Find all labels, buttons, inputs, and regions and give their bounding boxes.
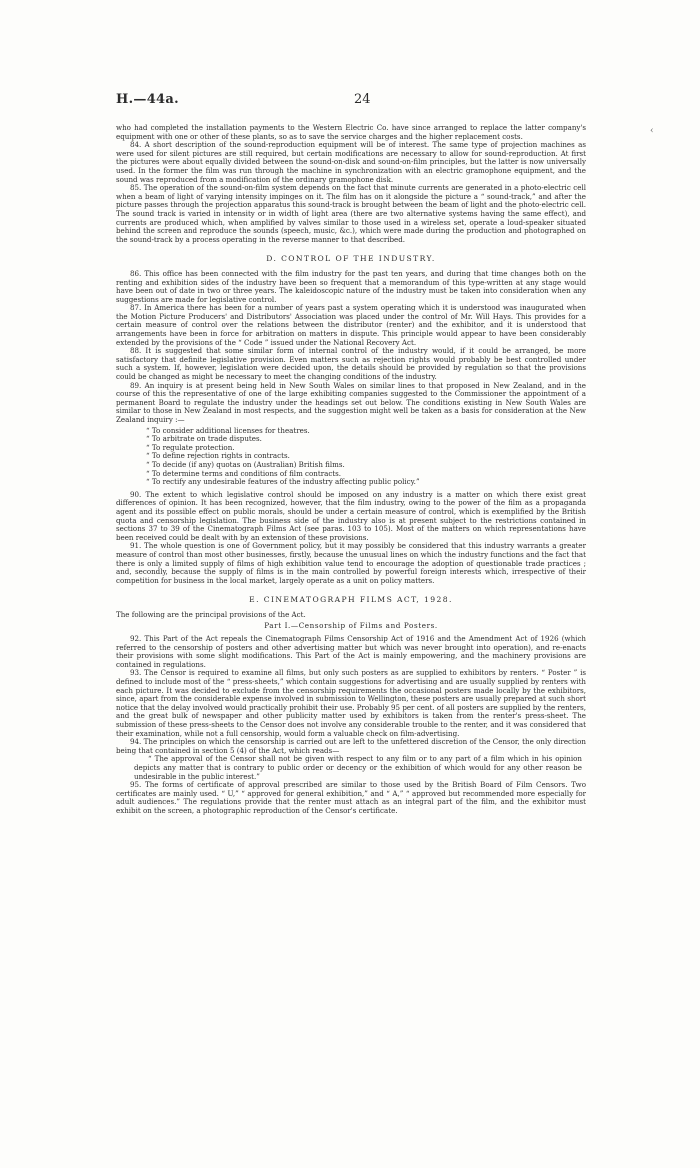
paragraph-93: 93. The Censor is required to examine all films, but only such posters as are supplied to exhibitors by renters. “ Poster ” is defined to include most of the “ press-sheets,” which contain suggestions for advertising and are usually supplied by renters with each picture. It was decided to exclude from the censorship requirements the occasional posters made locally by the exhibitors, since, apart from the considerable expense involved in submission to Wellington, these posters are usually prepared at such short notice that the delay involved would practically prohibit their use. Probably 95 per cent. of all posters are supplied by the renters, and the great bulk of newspaper and other publicity matter used by exhibitors is taken from the renter's press-sheet. The submission of these press-sheets to the Censor does not involve any considerable trouble to the renter, and it was considered that their examination, while not a full censorship, would form a valuable check on film-advertising. bbox=[116, 668, 586, 738]
document-body bbox=[116, 124, 586, 816]
paragraph-continued: who had completed the installation payments to the Western Electric Co. have since arranged to replace the latter company's equipment with one or other of these plants, so as to save the service charges and the higher replacement costs. bbox=[116, 123, 586, 141]
list-item: “ To consider additional licenses for theatres. bbox=[146, 425, 310, 435]
section-heading-d: D. CONTROL OF THE INDUSTRY. bbox=[266, 254, 436, 264]
paragraph-84: 84. A short description of the sound-reproduction equipment will be of interest. The same type of projection machines as were used for silent pictures are still required, but certain modifications are necessary to allow for sound-reproduction. At first the pictures were about equally divided between the sound-on-disk and sound-on-film principles, but the latter is now universally used. In the former the film was run through the machine in synchronization with an electric gramophone equipment, and the sound was reproduced from a modification of the ordinary gramophone disk. bbox=[116, 140, 586, 184]
list-item: “ To rectify any undesirable features of the industry affecting public policy.” bbox=[146, 477, 420, 487]
document-code: H.—44a. bbox=[116, 92, 179, 107]
section-e-intro: The following are the principal provisions of the Act. bbox=[116, 609, 306, 619]
paragraph-92: 92. This Part of the Act repeals the Cinematograph Films Censorship Act of 1916 and the Amendment Act of 1926 (which referred to the censorship of posters and other advertising matter but which was never brought into operation), and re-enacts their provisions with some slight modifications. This Part of the Act is mainly empowering, and the machinery provisions are contained in regulations. bbox=[116, 634, 586, 669]
margin-mark: ‹ bbox=[650, 126, 654, 136]
paragraph-88: 88. It is suggested that some similar form of internal control of the industry would, if it could be arranged, be more satisfactory that definite legislative provision. Even matters such as rejection rights would probably be best controlled under such a system. If, however, legislation were decided upon, the details should be provided by regulation so that the provisions could be changed as might be necessary to meet the changing conditions of the industry. bbox=[116, 346, 586, 382]
paragraph-89: 89. An inquiry is at present being held in New South Wales on similar lines to that proposed in New Zealand, and in the course of this the representative of one of the large exhibiting companies suggested to the Commissioner the appointment of a permanent Board to regulate the industry under the headings set out below. The conditions existing in New South Wales are similar to those in New Zealand in most respects, and the suggestion might well be taken as a basis for consideration at the New Zealand inquiry :— bbox=[116, 380, 586, 424]
section-heading-e: E. CINEMATOGRAPH FILMS ACT, 1928. bbox=[249, 595, 453, 605]
paragraph-87: 87. In America there has been for a number of years past a system operating which it is understood was inaugurated when the Motion Picture Producers' and Distributors' Association was placed under the control of Mr. Will Hays. This provides for a certain measure of control over the relations between the distributor (renter) and the exhibitor, and it is understood that arrangements have been in force for arbitration on matters in dispute. This principle would appear to have been considerably extended by the provisions of the “ Code ” issued under the National Recovery Act. bbox=[116, 303, 586, 347]
paragraph-90: 90. The extent to which legislative control should be imposed on any industry is a matter on which there exist great differences of opinion. It has been recognized, however, that the film industry, owing to the power of the film as a propaganda agent and its possible effect on public morals, should be under a certain measure of control, which is exemplified by the British quota and censorship legislation. The business side of the industry also is at present subject to the restrictions contained in sections 37 to 39 of the Cinematograph Films Act (see paras. 103 to 105). Most of the matters on which representations have been received could be dealt with by an extension of these provisions. bbox=[116, 489, 586, 542]
list-item: “ To determine terms and conditions of film contracts. bbox=[146, 468, 342, 478]
part-heading: Part I.—Censorship of Films and Posters. bbox=[264, 621, 438, 631]
board-headings-list bbox=[116, 427, 586, 487]
paragraph-91: 91. The whole question is one of Government policy, but it may possibly be considered that this industry warrants a greater measure of control than most other businesses, firstly, because the unusual lines on which the industry functions and the fact that there is only a limited supply of films of high exhibition value tend to encourage the adoption of questionable trade practices ; and, secondly, because the supply of films is in the main controlled by powerful foreign interests which, irrespective of their competition for business in the local market, largely operate as a unit on policy matters. bbox=[116, 541, 586, 585]
paragraph-85: 85. The operation of the sound-on-film system depends on the fact that minute currents are generated in a photo-electric cell when a beam of light of varying intensity impinges on it. The film has on it alongside the picture a “ sound-track,” and after the picture passes through the projection apparatus this sound-track is brought between the beam of light and the photo-electric cell. The sound track is varied in intensity or in width of light area (there are two alternative systems having the same effect), and currents are produced which, when amplified by valves similar to those used in a wireless set, operate a loud-speaker situated behind the screen and reproduce the sounds (speech, music, &c.), which were made during the production and photographed on the sound-track by a process operating in the reverse manner to that described. bbox=[116, 183, 586, 244]
list-item: “ To arbitrate on trade disputes. bbox=[146, 434, 262, 444]
list-item: “ To decide (if any) quotas on (Australian) British films. bbox=[146, 459, 345, 469]
paragraph-95: 95. The forms of certificate of approval prescribed are similar to those used by the British Board of Film Censors. Two certificates are mainly used. “ U,” “ approved for general exhibition,” and “ A,” “ approved but recommended more especially for adult audiences.” The regulations provide that the renter must attach as an integral part of the film, and the exhibitor must exhibit on the screen, a photographic reproduction of the Censor's certificate. bbox=[116, 780, 586, 815]
list-item: “ To regulate protection. bbox=[146, 442, 235, 452]
page-header bbox=[116, 92, 586, 108]
paragraph-86: 86. This office has been connected with the film industry for the past ten years, and during that time changes both on the renting and exhibition sides of the industry have been so frequent that a memorandum of this type-written at any stage would have been out of date in two or three years. The kaleidoscopic nature of the industry must be taken into consideration when any suggestions are made for legislative control. bbox=[116, 268, 586, 304]
page-number: 24 bbox=[354, 92, 371, 107]
section-quote: “ The approval of the Censor shall not be given with respect to any film or to any part of a film which in his opinion depicts any matter that is contrary to public order or decency or the exhibition of which would for any other reason be undesirable in the public interest.” bbox=[134, 754, 582, 781]
list-item: “ To define rejection rights in contracts. bbox=[146, 451, 290, 461]
paragraph-94: 94. The principles on which the censorship is carried out are left to the unfettered discretion of the Censor, the only direction being that contained in section 5 (4) of the Act, which reads— bbox=[116, 737, 586, 755]
